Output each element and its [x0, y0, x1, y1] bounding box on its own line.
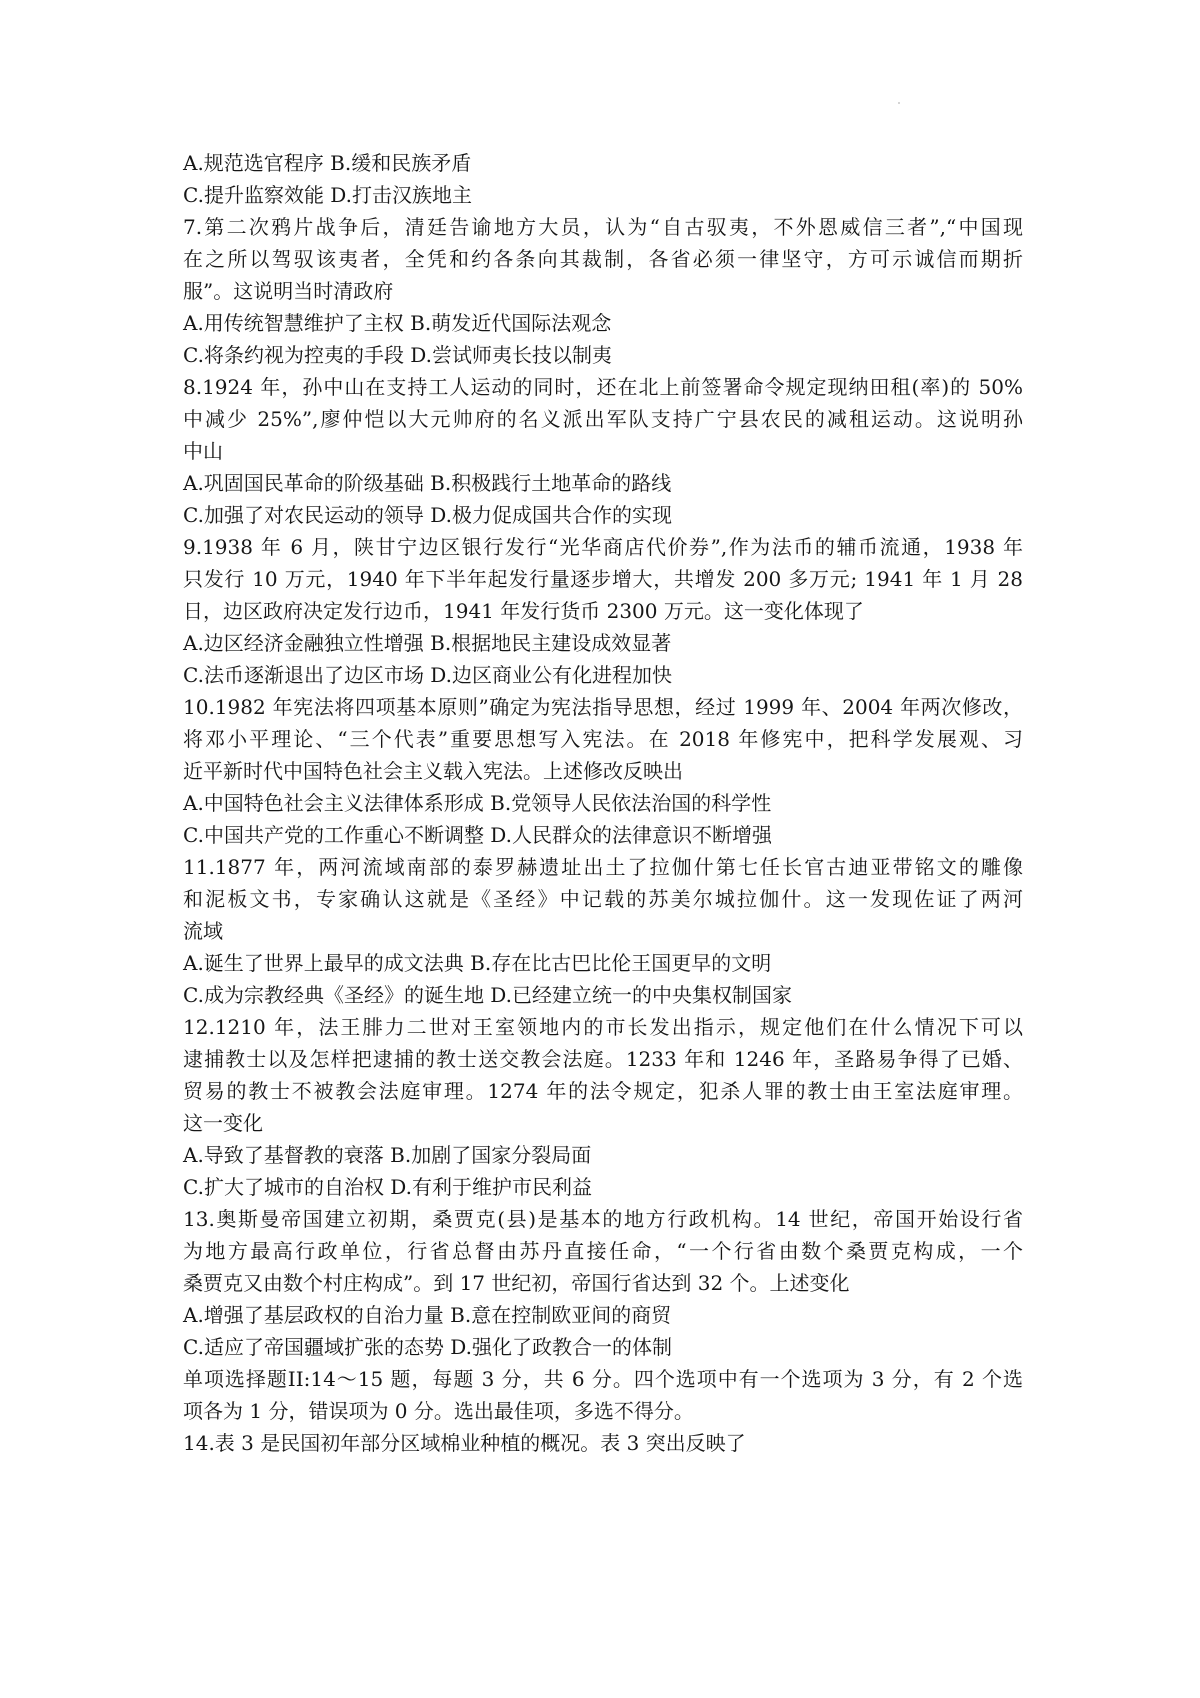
text-line: 单项选择题II:14～15 题，每题 3 分，共 6 分。四个选项中有一个选项为 3 分，有 2 个选	[183, 1367, 1023, 1391]
text-line: C.适应了帝国疆域扩张的态势 D.强化了政教合一的体制	[183, 1335, 672, 1359]
text-line: 在之所以驾驭该夷者，全凭和约各条向其裁制，各省必须一律坚守，方可示诚信而期折	[183, 247, 1023, 271]
text-line: 流域	[183, 919, 223, 943]
text-line: 7.第二次鸦片战争后，清廷告谕地方大员，认为“自古驭夷，不外恩威信三者”,“中国现	[183, 215, 1023, 239]
text-line: 服”。这说明当时清政府	[183, 279, 394, 303]
text-line: C.法币逐渐退出了边区市场 D.边区商业公有化进程加快	[183, 663, 672, 687]
text-line: 8.1924 年，孙中山在支持工人运动的同时，还在北上前签署命令规定现纳田租(率)的 50%	[183, 375, 1023, 399]
text-line: A.导致了基督教的衰落 B.加剧了国家分裂局面	[183, 1143, 592, 1167]
text-line: C.加强了对农民运动的领导 D.极力促成国共合作的实现	[183, 503, 672, 527]
text-line: A.规范选官程序 B.缓和民族矛盾	[183, 151, 472, 175]
text-line: C.中国共产党的工作重心不断调整 D.人民群众的法律意识不断增强	[183, 823, 772, 847]
text-line: 12.1210 年，法王腓力二世对王室领地内的市长发出指示，规定他们在什么情况下可以	[183, 1015, 1023, 1039]
text-line: C.成为宗教经典《圣经》的诞生地 D.已经建立统一的中央集权制国家	[183, 983, 792, 1007]
text-line: 贸易的教士不被教会法庭审理。1274 年的法令规定，犯杀人罪的教士由王室法庭审理。	[183, 1079, 1023, 1103]
text-line: 9.1938 年 6 月，陕甘宁边区银行发行“光华商店代价券”,作为法币的辅币流通，1938 年	[183, 535, 1023, 559]
text-line: A.用传统智慧维护了主权 B.萌发近代国际法观念	[183, 311, 612, 335]
text-line: C.扩大了城市的自治权 D.有利于维护市民利益	[183, 1175, 592, 1199]
scan-speck	[898, 102, 900, 104]
exam-page-body	[183, 147, 1023, 1459]
text-line: 逮捕教士以及怎样把逮捕的教士送交教会法庭。1233 年和 1246 年，圣路易争得了已婚、	[183, 1047, 1023, 1071]
text-line: 日，边区政府决定发行边币，1941 年发行货币 2300 万元。这一变化体现了	[183, 599, 864, 623]
text-line: 桑贾克又由数个村庄构成”。到 17 世纪初，帝国行省达到 32 个。上述变化	[183, 1271, 850, 1295]
text-line: 11.1877 年，两河流域南部的泰罗赫遗址出土了拉伽什第七任长官古迪亚带铭文的雕像	[183, 855, 1023, 879]
text-line: 将邓小平理论、“三个代表”重要思想写入宪法。在 2018 年修宪中，把科学发展观、习	[183, 727, 1023, 751]
text-line: 13.奥斯曼帝国建立初期，桑贾克(县)是基本的地方行政机构。14 世纪，帝国开始设行省	[183, 1207, 1023, 1231]
text-line: 14.表 3 是民国初年部分区域棉业种植的概况。表 3 突出反映了	[183, 1431, 746, 1455]
text-line: 中减少 25%”,廖仲恺以大元帅府的名义派出军队支持广宁县农民的减租运动。这说明孙	[183, 407, 1023, 431]
text-line: 只发行 10 万元，1940 年下半年起发行量逐步增大，共增发 200 多万元; 1941 年 1 月 28	[183, 567, 1023, 591]
text-line: A.中国特色社会主义法律体系形成 B.党领导人民依法治国的科学性	[183, 791, 772, 815]
text-line: A.诞生了世界上最早的成文法典 B.存在比古巴比伦王国更早的文明	[183, 951, 772, 975]
text-line: 中山	[183, 439, 223, 463]
text-line: 这一变化	[183, 1111, 263, 1135]
text-line: 10.1982 年宪法将四项基本原则”确定为宪法指导思想，经过 1999 年、2004 年两次修改，	[183, 695, 1023, 719]
text-line: 项各为 1 分，错误项为 0 分。选出最佳项，多选不得分。	[183, 1399, 694, 1423]
text-line: 近平新时代中国特色社会主义载入宪法。上述修改反映出	[183, 759, 683, 783]
text-line: 和泥板文书，专家确认这就是《圣经》中记载的苏美尔城拉伽什。这一发现佐证了两河	[183, 887, 1023, 911]
text-line: A.边区经济金融独立性增强 B.根据地民主建设成效显著	[183, 631, 672, 655]
text-line: C.将条约视为控夷的手段 D.尝试师夷长技以制夷	[183, 343, 612, 367]
text-line: C.提升监察效能 D.打击汉族地主	[183, 183, 472, 207]
text-line: A.巩固国民革命的阶级基础 B.积极践行土地革命的路线	[183, 471, 672, 495]
text-line: 为地方最高行政单位，行省总督由苏丹直接任命，“一个行省由数个桑贾克构成，一个	[183, 1239, 1023, 1263]
text-line: A.增强了基层政权的自治力量 B.意在控制欧亚间的商贸	[183, 1303, 672, 1327]
